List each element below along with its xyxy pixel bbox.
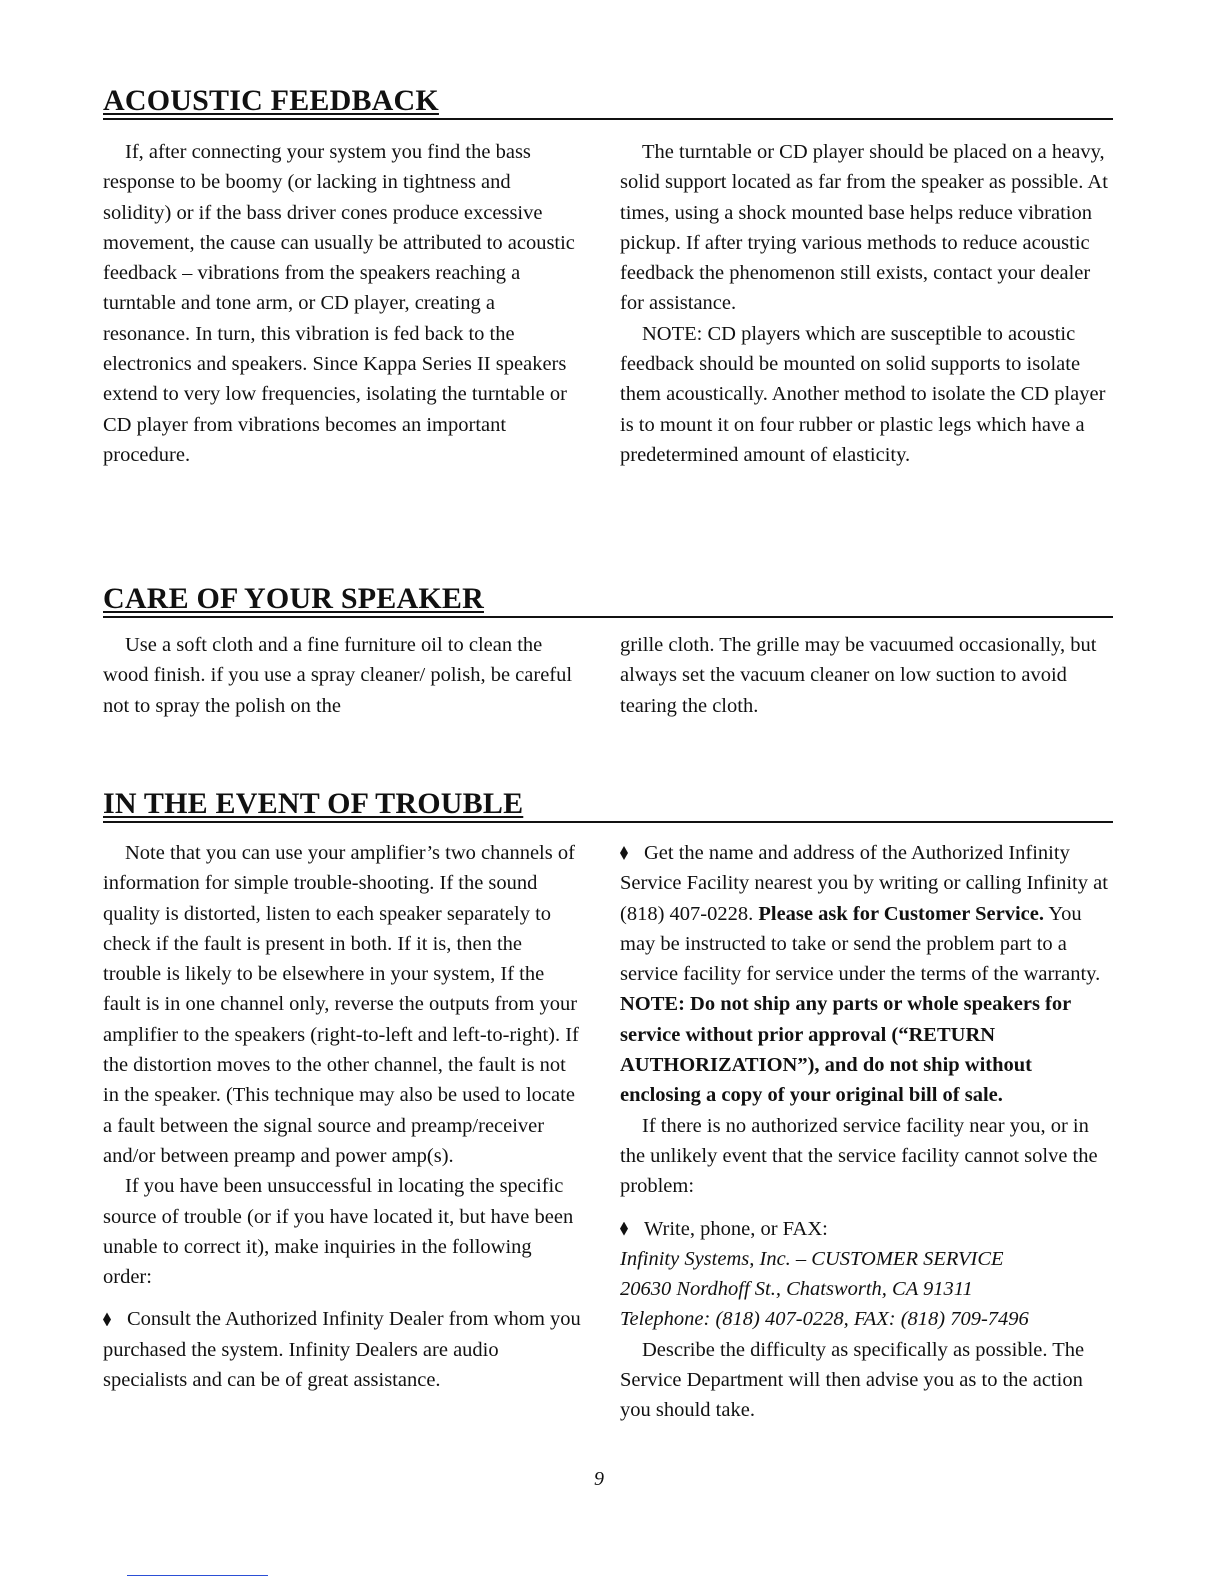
paragraph: Use a soft cloth and a fine furniture oil to clean the wood finish. if you use a spray cleaner/ polish, be careful not to spray the polish on the [103, 634, 573, 717]
section-heading-acoustic-feedback [103, 84, 1113, 120]
acoustic-right-column [620, 137, 1110, 470]
address-line: Infinity Systems, Inc. – CUSTOMER SERVICE [620, 1247, 1004, 1270]
bullet-item: Consult the Authorized Infinity Dealer from whom you purchased the system. Infinity Dealers are audio specialists and can be of great assistance. [103, 1308, 581, 1392]
bullet-item: Write, phone, or FAX: [620, 1214, 1110, 1244]
link-underline [127, 1575, 268, 1576]
bullet-diamond-icon [620, 846, 628, 860]
paragraph: Note that you can use your amplifier’s two channels of information for simple trouble-shooting. If the sound quality is distorted, listen to each speaker separately to check if the fault is present in both. If it is, then the trouble is likely to be elsewhere in your system, If the fault is in one channel only, reverse the outputs from your amplifier to the speakers (right-to-left and left-to-right). If the distortion moves to the other channel, the fault is not in the speaker. (This technique may also be used to locate a fault between the signal source and preamp/receiver and/or between preamp and power amp(s). [103, 842, 579, 1167]
bullet-diamond-icon [620, 1222, 628, 1236]
paragraph: Describe the difficulty as specifically as possible. The Service Department will then advise you as to the action you should take. [620, 1338, 1085, 1422]
paragraph-note: NOTE: CD players which are susceptible to acoustic feedback should be mounted on solid supports to isolate them acoustically. Another method to isolate the CD player is to mount it on four rubber or plastic legs which have a predetermined amount of elasticity. [620, 322, 1106, 466]
section-heading-trouble [103, 787, 1113, 823]
paragraph: If there is no authorized service facility near you, or in the unlikely event that the service facility cannot solve the problem: [620, 1114, 1098, 1198]
paragraph: If you have been unsuccessful in locating the specific source of trouble (or if you have located it, but have been unable to correct it), make inquiries in the following order: [103, 1175, 574, 1289]
bullet-item: Get the name and address of the Authorized Infinity Service Facility nearest you by writing or calling Infinity at (818) 407-0228. Please ask for Customer Service. You may be instructed to take or send the problem part to a service facility for service under the terms of the warranty. [620, 842, 1108, 986]
care-right-column [620, 630, 1110, 721]
paragraph: grille cloth. The grille may be vacuumed occasionally, but always set the vacuum cleaner on low suction to avoid tearing the cloth. [620, 634, 1097, 717]
trouble-right-column [620, 838, 1110, 1426]
page-number: 9 [594, 1468, 604, 1490]
acoustic-left-column [103, 137, 583, 470]
address-line: 20630 Nordhoff St., Chatsworth, CA 91311 [620, 1278, 973, 1301]
heading-text: ACOUSTIC FEEDBACK [103, 84, 439, 117]
paragraph: The turntable or CD player should be placed on a heavy, solid support located as far from the speaker as possible. At times, using a shock mounted base helps reduce vibration pickup. If after trying various methods to reduce acoustic feedback the phenomenon still exists, contact your dealer for assistance. [620, 141, 1108, 315]
heading-text: IN THE EVENT OF TROUBLE [103, 787, 524, 820]
shipping-note: NOTE: Do not ship any parts or whole speakers for service without prior approval (“RETURN AUTHORIZATION”), and do not ship without enclosing a copy of your original bill of sale. [620, 993, 1071, 1107]
paragraph: If, after connecting your system you find the bass response to be boomy (or lacking in tightness and solidity) or if the bass driver cones produce excessive movement, the cause can usually be attributed to acoustic feedback – vibrations from the speakers reaching a turntable and tone arm, or CD player, creating a resonance. In turn, this vibration is fed back to the electronics and speakers. Since Kappa Series II speakers extend to very low frequencies, isolating the turntable or CD player from vibrations becomes an important procedure. [103, 141, 575, 466]
address-line: Telephone: (818) 407-0228, FAX: (818) 709-7496 [620, 1308, 1029, 1331]
trouble-left-column [103, 838, 583, 1395]
bullet-diamond-icon [103, 1312, 111, 1326]
section-heading-care [103, 582, 1113, 618]
heading-text: CARE OF YOUR SPEAKER [103, 582, 484, 615]
care-left-column [103, 630, 583, 721]
